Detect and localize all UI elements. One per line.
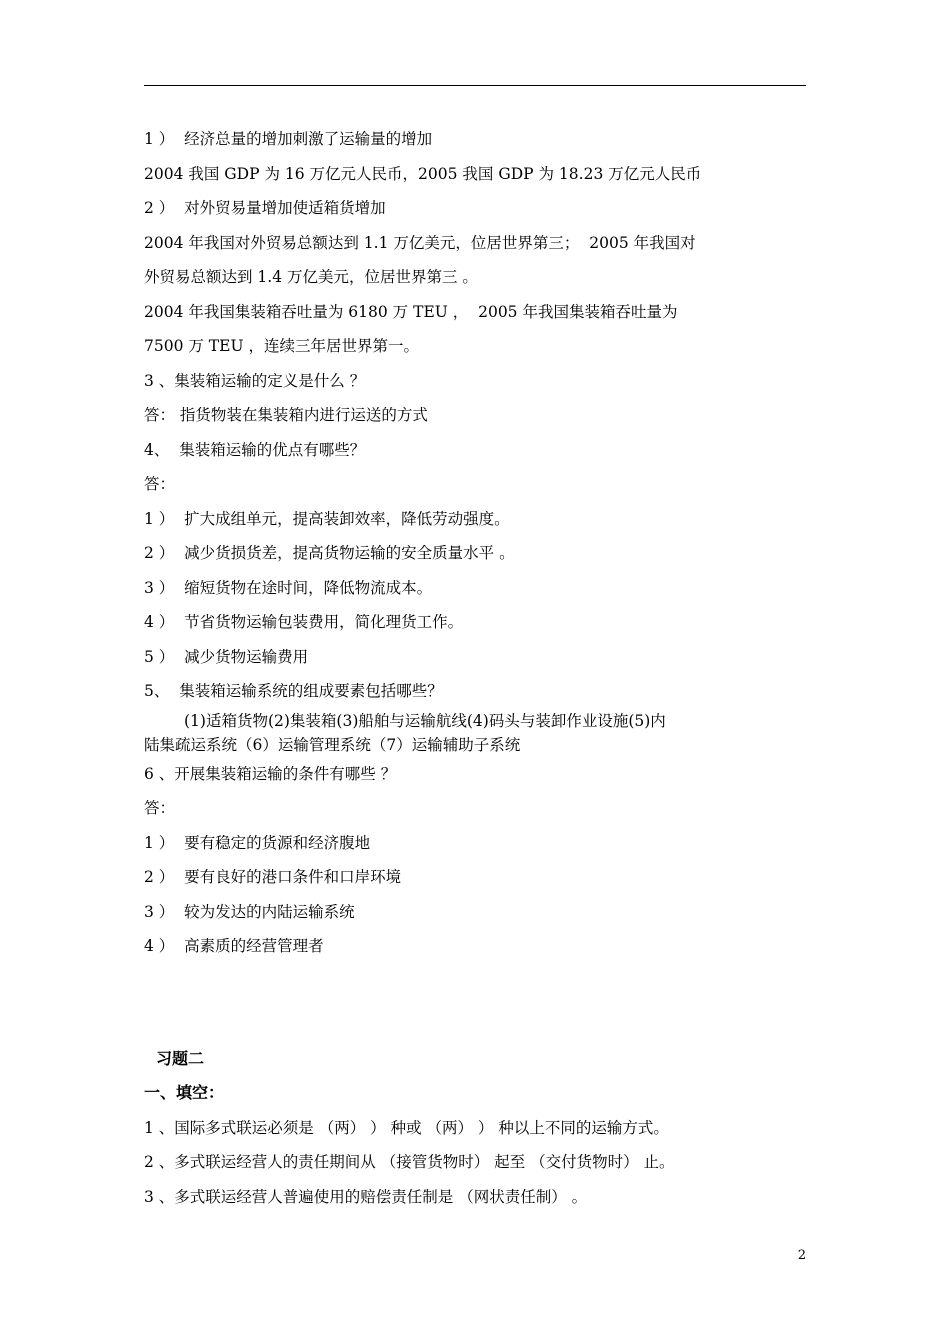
section-subtitle: 一、填空： — [144, 1083, 225, 1102]
list-item: 2 ） 要有良好的港口条件和口岸环境 — [144, 868, 402, 886]
answer-label: 答： — [144, 799, 176, 817]
question-3: 3 、集装箱运输的定义是什么 ？ — [144, 371, 366, 390]
text-line: 2004 年我国对外贸易总额达到 1.1 万亿美元，位居世界第三； 2005 年我国对 — [144, 233, 696, 252]
question-4: 4、 集装箱运输的优点有哪些？ — [144, 440, 366, 459]
list-item: 4 ） 高素质的经营管理者 — [144, 937, 324, 955]
answer-label: 答： — [144, 475, 176, 493]
answer-5-line-1: (1)适箱货物(2)集装箱(3)船舶与运输航线(4)码头与装卸作业设施(5)内 — [184, 711, 666, 730]
list-item: 1 ） 要有稳定的货源和经济腹地 — [144, 833, 371, 852]
fill-blank-item: 2 、多式联运经营人的责任期间从 （接管货物时） 起至 （交付货物时） 止。 — [144, 1153, 675, 1171]
page-number: 2 — [797, 1248, 806, 1263]
text-line: 2004 年我国集装箱吞吐量为 6180 万 TEU ， 2005 年我国集装箱吞吐量为 — [144, 302, 678, 321]
section-title: 习题二 — [156, 1048, 205, 1068]
text-line: 1 ） 经济总量的增加刺激了运输量的增加 — [144, 130, 433, 148]
question-5: 5、 集装箱运输系统的组成要素包括哪些？ — [144, 682, 443, 700]
list-item: 2 ） 减少货损货差，提高货物运输的安全质量水平 。 — [144, 544, 515, 562]
fill-blank-item: 3 、多式联运经营人普遍使用的赔偿责任制是 （网状责任制） 。 — [144, 1187, 588, 1206]
list-item: 3 ） 缩短货物在途时间，降低物流成本。 — [144, 578, 433, 597]
text-line: 7500 万 TEU ，连续三年居世界第一。 — [144, 337, 419, 355]
text-line: 2004 我国 GDP 为 16 万亿元人民币，2005 我国 GDP 为 18.23 万亿元人民币 — [144, 164, 702, 183]
text-line: 外贸易总额达到 1.4 万亿美元，位居世界第三 。 — [144, 268, 478, 286]
list-item: 4 ） 节省货物运输包装费用，简化理货工作。 — [144, 613, 464, 631]
list-item: 1 ） 扩大成组单元，提高装卸效率，降低劳动强度。 — [144, 509, 510, 528]
list-item: 3 ） 较为发达的内陆运输系统 — [144, 902, 355, 921]
answer-5-line-2: 陆集疏运系统（6）运输管理系统（7）运输辅助子系统 — [144, 735, 521, 754]
list-item: 5 ） 减少货物运输费用 — [144, 647, 309, 666]
fill-blank-item: 1 、国际多式联运必须是 （两） ） 种或 （两） ） 种以上不同的运输方式。 — [144, 1118, 669, 1137]
header-rule — [144, 85, 806, 86]
question-6: 6 、开展集装箱运输的条件有哪些 ？ — [144, 764, 397, 783]
document-body — [144, 122, 808, 1214]
answer-3: 答： 指货物装在集装箱内进行运送的方式 — [144, 406, 428, 424]
text-line: 2 ） 对外贸易量增加使适箱货增加 — [144, 199, 386, 217]
